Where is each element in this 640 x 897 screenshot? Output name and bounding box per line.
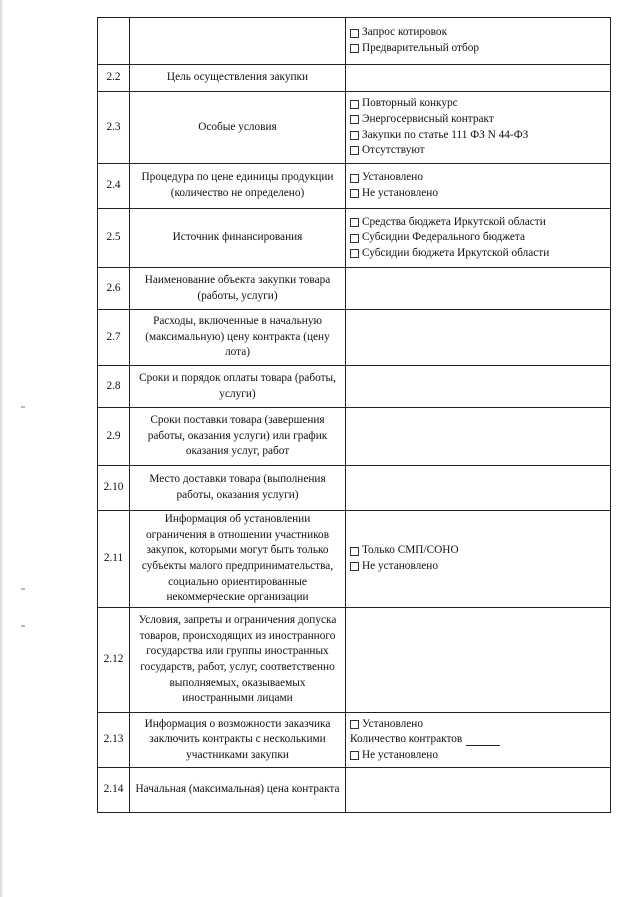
checkbox-icon[interactable] xyxy=(350,100,359,109)
checkbox-icon[interactable] xyxy=(350,189,359,198)
checkbox-icon[interactable] xyxy=(350,29,359,38)
option-line xyxy=(350,543,606,559)
row-number: 2.2 xyxy=(98,65,130,92)
option-line xyxy=(350,717,606,733)
form-row xyxy=(98,366,611,408)
row-label xyxy=(130,18,346,65)
option-label: Субсидии бюджета Иркутской области xyxy=(362,246,550,259)
row-label: Информация об установлении ограничения в отношении участников закупок, которыми могут быть только субъекты малого предпринимательства, социально ориентированные некоммерческие организации xyxy=(130,511,346,608)
fill-in-blank[interactable] xyxy=(466,734,500,746)
row-label: Сроки и порядок оплаты товара (работы, услуги) xyxy=(130,366,346,408)
checkbox-icon[interactable] xyxy=(350,234,359,243)
checkbox-icon[interactable] xyxy=(350,751,359,760)
row-number: 2.10 xyxy=(98,466,130,511)
row-label: Условия, запреты и ограничения допуска товаров, происходящих из иностранного государства или группы иностранных государств, работ, услуг, соответственно выполняемых, оказываемых иностранными лицами xyxy=(130,608,346,713)
option-line xyxy=(350,215,606,231)
option-label: Повторный конкурс xyxy=(362,97,458,110)
form-row xyxy=(98,209,611,268)
option-line xyxy=(350,230,606,246)
page-edge xyxy=(0,0,3,897)
row-value[interactable] xyxy=(346,65,611,92)
option-line xyxy=(350,732,606,748)
row-value[interactable] xyxy=(346,366,611,408)
row-number: 2.3 xyxy=(98,92,130,164)
checkbox-icon[interactable] xyxy=(350,249,359,258)
form-row xyxy=(98,18,611,65)
row-number: 2.5 xyxy=(98,209,130,268)
row-number: 2.13 xyxy=(98,713,130,768)
row-value[interactable] xyxy=(346,466,611,511)
row-number: 2.8 xyxy=(98,366,130,408)
checkbox-icon[interactable] xyxy=(350,44,359,53)
option-label: Только СМП/СОНО xyxy=(362,544,459,557)
form-row xyxy=(98,511,611,608)
option-line xyxy=(350,186,606,202)
row-value[interactable] xyxy=(346,268,611,310)
checkbox-icon[interactable] xyxy=(350,547,359,556)
option-label: Запрос котировок xyxy=(362,26,448,39)
row-value[interactable] xyxy=(346,713,611,768)
form-row xyxy=(98,466,611,511)
form-body xyxy=(98,18,611,813)
form-row xyxy=(98,310,611,366)
form-row xyxy=(98,268,611,310)
form-row xyxy=(98,164,611,209)
scan-mark xyxy=(21,625,25,627)
form-row xyxy=(98,408,611,466)
row-value[interactable] xyxy=(346,608,611,713)
row-value[interactable] xyxy=(346,408,611,466)
form-row xyxy=(98,768,611,813)
option-label: Установлено xyxy=(362,717,423,730)
option-label: Установлено xyxy=(362,171,423,184)
option-label: Количество контрактов xyxy=(350,733,463,746)
row-value[interactable] xyxy=(346,768,611,813)
option-line xyxy=(350,559,606,575)
checkbox-icon[interactable] xyxy=(350,562,359,571)
row-number: 2.12 xyxy=(98,608,130,713)
checkbox-icon[interactable] xyxy=(350,115,359,124)
checkbox-icon[interactable] xyxy=(350,720,359,729)
procurement-form-table xyxy=(97,17,611,813)
scan-mark xyxy=(21,588,25,590)
row-value[interactable] xyxy=(346,511,611,608)
row-value[interactable] xyxy=(346,164,611,209)
row-number: 2.14 xyxy=(98,768,130,813)
scan-mark xyxy=(21,406,25,408)
form-row xyxy=(98,65,611,92)
option-line xyxy=(350,96,606,112)
row-value[interactable] xyxy=(346,209,611,268)
row-label: Источник финансирования xyxy=(130,209,346,268)
option-line xyxy=(350,128,606,144)
option-label: Средства бюджета Иркутской области xyxy=(362,215,546,228)
option-label: Отсутствуют xyxy=(362,144,425,157)
option-label: Не установлено xyxy=(362,748,438,761)
row-label: Особые условия xyxy=(130,92,346,164)
form-row xyxy=(98,92,611,164)
row-number xyxy=(98,18,130,65)
row-label: Наименование объекта закупки товара (работы, услуги) xyxy=(130,268,346,310)
option-line xyxy=(350,748,606,764)
option-line xyxy=(350,112,606,128)
option-line xyxy=(350,246,606,262)
checkbox-icon[interactable] xyxy=(350,174,359,183)
checkbox-icon[interactable] xyxy=(350,131,359,140)
row-value[interactable] xyxy=(346,92,611,164)
option-label: Не установлено xyxy=(362,187,438,199)
row-label: Цель осуществления закупки xyxy=(130,65,346,92)
row-number: 2.9 xyxy=(98,408,130,466)
row-label: Сроки поставки товара (завершения работы, оказания услуги) или график оказания услуг, работ xyxy=(130,408,346,466)
checkbox-icon[interactable] xyxy=(350,218,359,227)
option-label: Субсидии Федерального бюджета xyxy=(362,231,525,244)
checkbox-icon[interactable] xyxy=(350,146,359,155)
row-number: 2.11 xyxy=(98,511,130,608)
option-line xyxy=(350,143,606,159)
option-label: Предварительный отбор xyxy=(362,42,480,54)
row-value[interactable] xyxy=(346,310,611,366)
form-row xyxy=(98,713,611,768)
row-label: Расходы, включенные в начальную (максимальную) цену контракта (цену лота) xyxy=(130,310,346,366)
option-line xyxy=(350,170,606,186)
row-number: 2.7 xyxy=(98,310,130,366)
form-row xyxy=(98,608,611,713)
row-value[interactable] xyxy=(346,18,611,65)
row-number: 2.4 xyxy=(98,164,130,209)
row-label: Процедура по цене единицы продукции (количество не определено) xyxy=(130,164,346,209)
option-label: Энергосервисный контракт xyxy=(362,112,494,125)
row-label: Информация о возможности заказчика заключить контракты с несколькими участниками закупки xyxy=(130,713,346,768)
option-line xyxy=(350,41,606,57)
option-line xyxy=(350,25,606,41)
row-label: Место доставки товара (выполнения работы, оказания услуги) xyxy=(130,466,346,511)
row-label: Начальная (максимальная) цена контракта xyxy=(130,768,346,813)
option-label: Закупки по статье 111 ФЗ N 44-ФЗ xyxy=(362,128,529,141)
row-number: 2.6 xyxy=(98,268,130,310)
option-label: Не установлено xyxy=(362,560,438,572)
